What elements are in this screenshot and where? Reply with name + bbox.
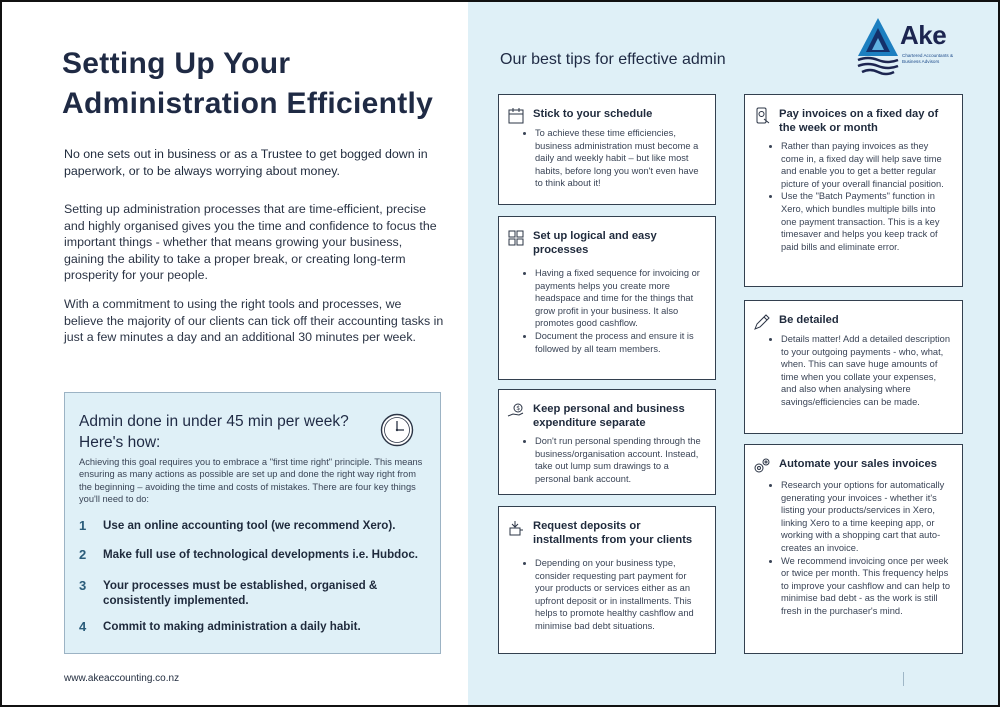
tip-card-automate-invoices: [744, 444, 963, 654]
tip-card-bullets: [521, 435, 705, 485]
tip-card-title: Set up logical and easy processes: [533, 230, 657, 256]
svg-text:$: $: [516, 405, 521, 413]
tip-card-separate-expenditure: [498, 389, 716, 495]
tip-card-schedule: [498, 94, 716, 205]
tip-bullet: • Having a fixed sequence for invoicing or payments helps you create more headspace and time for the things that grow profit in your business. It also promotes good cashflow.: [535, 267, 705, 330]
howto-box: [64, 392, 441, 654]
step-text: Use an online accounting tool (we recommend Xero).: [103, 519, 396, 532]
phone-pay-icon: [753, 107, 771, 125]
tip-bullet: • Depending on your business type, consider requesting part payment for your products or services either as an upfront deposit or in installments. This helps to promote healthy cashflow and minimise bad debt situations.: [535, 557, 705, 633]
tip-card-title: Be detailed: [779, 314, 839, 326]
tip-card-title: Keep personal and business expenditure separate: [533, 403, 685, 429]
tip-bullet: • Rather than paying invoices as they come in, a fixed day will help save time and enable you to get a better regular picture of your overall financial position.: [781, 140, 952, 190]
puzzle-icon: [507, 229, 525, 247]
page-divider-mark: [903, 672, 904, 686]
step-text: Commit to making administration a daily habit.: [103, 620, 361, 633]
step-text: Your processes must be established, organised & consistently implemented.: [103, 579, 378, 607]
clock-icon: [380, 413, 414, 447]
tip-card-bullets: [521, 127, 705, 190]
tip-bullet: • Don't run personal spending through the business/organisation account. Instead, take out lump sum drawings to a personal bank account.: [535, 435, 705, 485]
howto-intro: Achieving this goal requires you to embrace a "first time right" principle. This means ensuring as many actions as possible are set up and done the right way right from the beginning – avoiding the time and costs of mistakes. There are four key things you'll need to do:: [79, 457, 423, 504]
tip-card-title: Request deposits or installments from your clients: [533, 520, 693, 546]
step-item: [79, 619, 429, 634]
step-number: 3: [79, 578, 87, 593]
step-number: 2: [79, 547, 87, 562]
tip-card-pay-invoices: [744, 94, 963, 287]
tip-card-title: Pay invoices on a fixed day of the week or month: [779, 108, 939, 134]
calendar-icon: [507, 107, 525, 125]
company-logo: [856, 16, 968, 78]
deposit-icon: [507, 519, 525, 537]
logo-tagline: Chartered Accountants & Business Advisors: [902, 53, 954, 64]
tip-bullet: • Use the "Batch Payments" function in Xero, which bundles multiple bills into one payment transaction. This is a key timesaver and helps you keep track of paid bills and eliminate error.: [781, 190, 952, 253]
tip-bullet: • Document the process and ensure it is followed by all team members.: [535, 330, 705, 355]
pencil-icon: [753, 313, 771, 331]
tip-card-bullets: [521, 267, 705, 355]
tip-card-be-detailed: [744, 300, 963, 434]
step-number: 4: [79, 619, 87, 634]
page-title: Setting Up Your Administration Efficiently: [62, 47, 434, 120]
gears-icon: [753, 457, 771, 475]
tip-card-title: Stick to your schedule: [533, 108, 653, 120]
tip-card-bullets: [767, 479, 952, 618]
step-number: 1: [79, 518, 87, 533]
tip-bullet: • Research your options for automatically generating your invoices - whether it's listing your products/services in Xero, linking Xero to a time keeping app, or working with a shopping cart that auto-creates an invoice.: [781, 479, 952, 555]
footer-website-link[interactable]: www.akeaccounting.co.nz: [64, 673, 180, 684]
lead-paragraph: No one sets out in business or as a Trustee to get bogged down in paperwork, or to be always worrying about money.: [64, 147, 428, 178]
tip-card-title: Automate your sales invoices: [779, 458, 937, 470]
logo-wordmark: Ake: [900, 20, 947, 50]
tip-card-bullets: [767, 140, 952, 253]
howto-title: Admin done in under 45 min per week? Here's how:: [79, 413, 349, 451]
logo-mark-icon: [856, 16, 900, 76]
tip-bullet: • We recommend invoicing once per week or twice per month. This frequency helps to improve your cashflow and can help to minimise bad debt - as the work is still fresh in the purchaser's mind.: [781, 555, 952, 618]
body-paragraph-1: Setting up administration processes that are time-efficient, precise and highly organised gives you the time and confidence to focus the important things - whether that means growing your business, gaining the ability to take a proper break, or creating long-term prosperity for your people.: [64, 202, 437, 282]
tip-card-processes: [498, 216, 716, 380]
tip-card-bullets: [767, 333, 952, 409]
tip-bullet: • Details matter! Add a detailed description to your outgoing payments - who, what, when. This can save huge amounts of time when you collate your expenses, and also when analysing where savings/efficiencies can be made.: [781, 333, 952, 409]
tip-bullet: • To achieve these time efficiencies, business administration must become a daily and weekly habit – but like most habits, before long you won't even have to think about it!: [535, 127, 705, 190]
step-item: [79, 547, 429, 562]
step-item: [79, 578, 429, 608]
tips-heading: Our best tips for effective admin: [500, 51, 726, 68]
step-item: [79, 518, 429, 533]
step-text: Make full use of technological developments i.e. Hubdoc.: [103, 548, 419, 561]
body-paragraph-2: With a commitment to using the right tools and processes, we believe the majority of our clients can tick off their accounting tasks in just a few minutes a day and an additional 30 minutes per week.: [64, 297, 444, 344]
money-hand-icon: [507, 402, 525, 420]
tip-card-bullets: [521, 557, 705, 633]
tip-card-deposits: [498, 506, 716, 654]
